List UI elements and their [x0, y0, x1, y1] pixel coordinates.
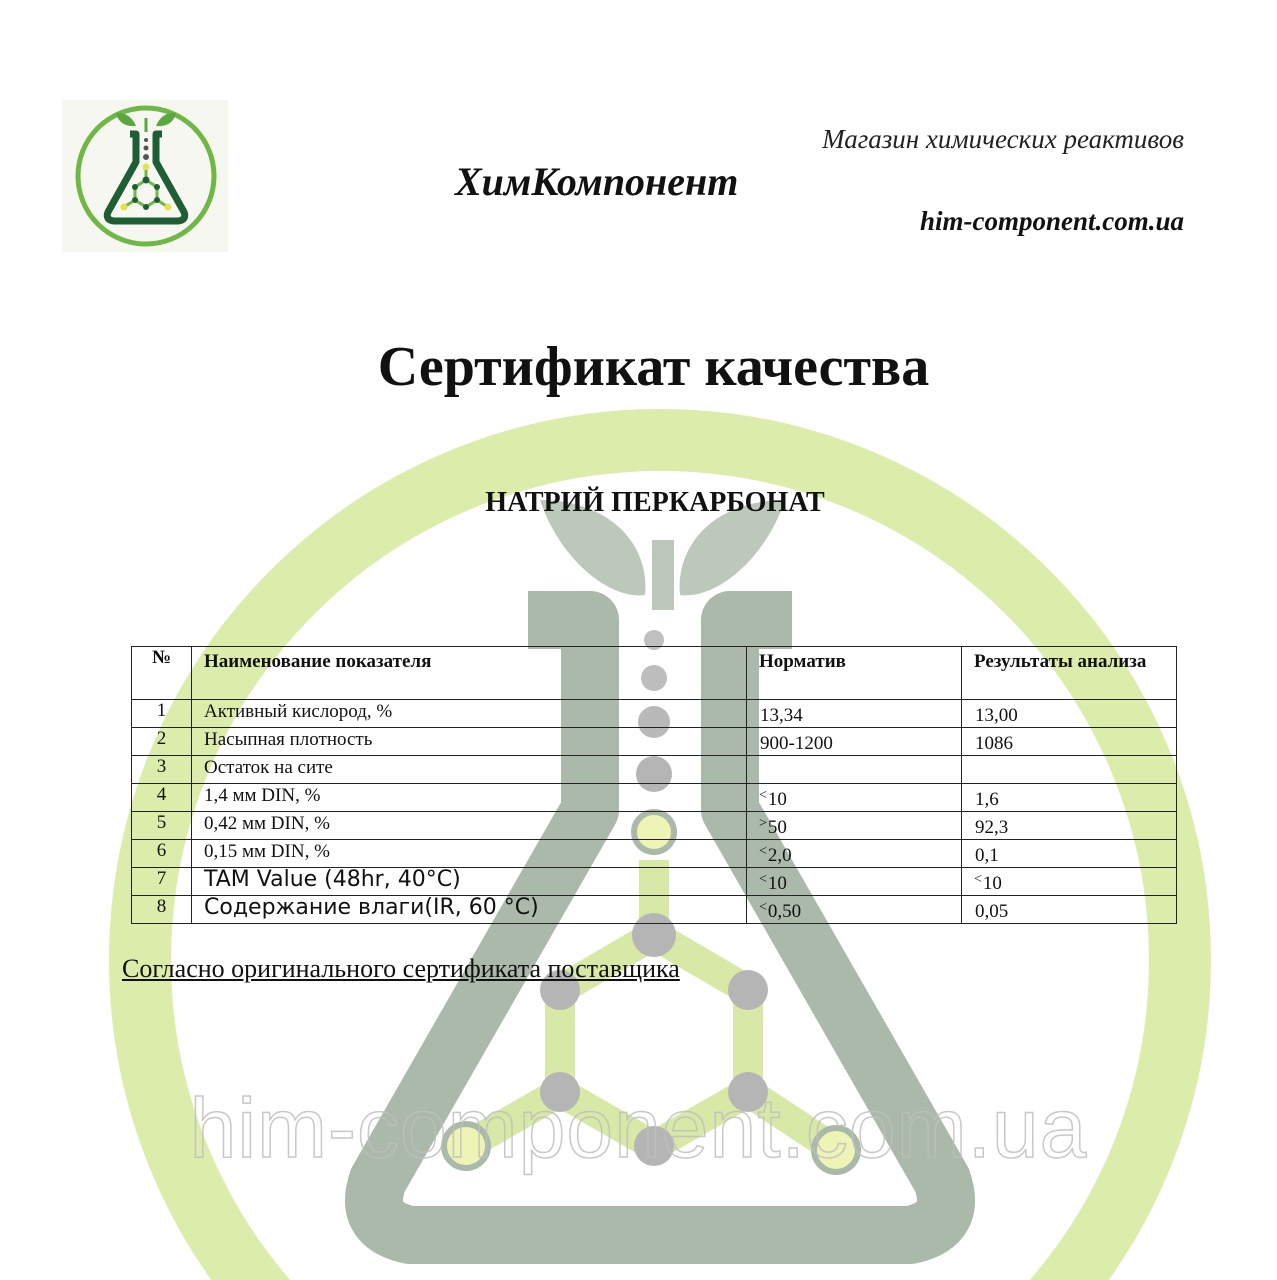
- result-value: [962, 840, 1177, 868]
- document-title: Сертификат качества: [377, 336, 930, 398]
- result-value: [962, 784, 1177, 812]
- result-text: 10: [982, 873, 1002, 894]
- result-value: [962, 728, 1177, 756]
- result-text: 1,6: [975, 789, 999, 810]
- norm-value: [747, 756, 962, 784]
- norm-text: 0,50: [767, 901, 802, 922]
- table-row: [132, 840, 1177, 868]
- row-number: 5: [132, 812, 192, 840]
- indicator-name: Насыпная плотность: [192, 728, 747, 756]
- norm-text: 900-1200: [760, 733, 833, 754]
- norm-text: 13,34: [760, 705, 803, 726]
- shop-tagline: Магазин химических реактивов: [822, 124, 1184, 154]
- column-header-result: Результаты анализа: [962, 647, 1177, 700]
- row-number: 7: [132, 868, 192, 896]
- table-row: [132, 868, 1177, 896]
- result-sign: ˂: [974, 872, 982, 887]
- norm-text: 10: [767, 789, 787, 810]
- brand-name: ХимКомпонент: [455, 159, 739, 204]
- norm-value: [747, 812, 962, 840]
- result-text: 92,3: [975, 817, 1009, 838]
- norm-value: [747, 784, 962, 812]
- logo: [62, 100, 228, 252]
- indicator-name: Содержание влаги(IR, 60 °C): [192, 896, 747, 924]
- norm-sign: ˂: [759, 900, 767, 915]
- table-row: [132, 784, 1177, 812]
- norm-sign: ˃: [759, 816, 767, 831]
- result-text: 0,05: [975, 901, 1009, 922]
- table-row: [132, 756, 1177, 784]
- norm-value: [747, 728, 962, 756]
- norm-value: [747, 700, 962, 728]
- result-text: 13,00: [975, 705, 1018, 726]
- row-number: 3: [132, 756, 192, 784]
- table-header-row: [132, 647, 1177, 700]
- norm-value: [747, 840, 962, 868]
- norm-sign: ˂: [759, 872, 767, 887]
- norm-value: [747, 896, 962, 924]
- table-row: [132, 700, 1177, 728]
- indicator-name: 0,15 мм DIN, %: [192, 840, 747, 868]
- website-link[interactable]: him-component.com.ua: [919, 206, 1184, 236]
- result-value: [962, 868, 1177, 896]
- norm-text: 2,0: [767, 845, 792, 866]
- column-header-number: №: [132, 647, 192, 700]
- table-row: [132, 896, 1177, 924]
- norm-text: 50: [767, 817, 787, 838]
- norm-sign: ˂: [759, 844, 767, 859]
- result-text: 1086: [975, 733, 1013, 754]
- row-number: 2: [132, 728, 192, 756]
- indicator-name: Активный кислород, %: [192, 700, 747, 728]
- norm-text: 10: [767, 873, 787, 894]
- watermark-text: him-component.com.ua: [189, 1081, 1088, 1175]
- specification-table: [131, 646, 1177, 924]
- row-number: 1: [132, 700, 192, 728]
- norm-value: [747, 868, 962, 896]
- table-row: [132, 728, 1177, 756]
- indicator-name: 1,4 мм DIN, %: [192, 784, 747, 812]
- column-header-norm: Норматив: [747, 647, 962, 700]
- row-number: 8: [132, 896, 192, 924]
- result-value: [962, 756, 1177, 784]
- result-value: [962, 896, 1177, 924]
- column-header-indicator: Наименование показателя: [192, 647, 747, 700]
- norm-sign: ˂: [759, 788, 767, 803]
- indicator-name: 0,42 мм DIN, %: [192, 812, 747, 840]
- result-value: [962, 812, 1177, 840]
- indicator-name: Остаток на сите: [192, 756, 747, 784]
- row-number: 4: [132, 784, 192, 812]
- row-number: 6: [132, 840, 192, 868]
- product-name: НАТРИЙ ПЕРКАРБОНАТ: [485, 487, 825, 518]
- result-text: 0,1: [975, 845, 999, 866]
- flask-sprout-logo-icon: [62, 100, 228, 252]
- supplier-note: Согласно оригинального сертификата поставщика: [122, 954, 680, 983]
- result-value: [962, 700, 1177, 728]
- table-row: [132, 812, 1177, 840]
- indicator-name: TAM Value (48hr, 40°C): [192, 868, 747, 896]
